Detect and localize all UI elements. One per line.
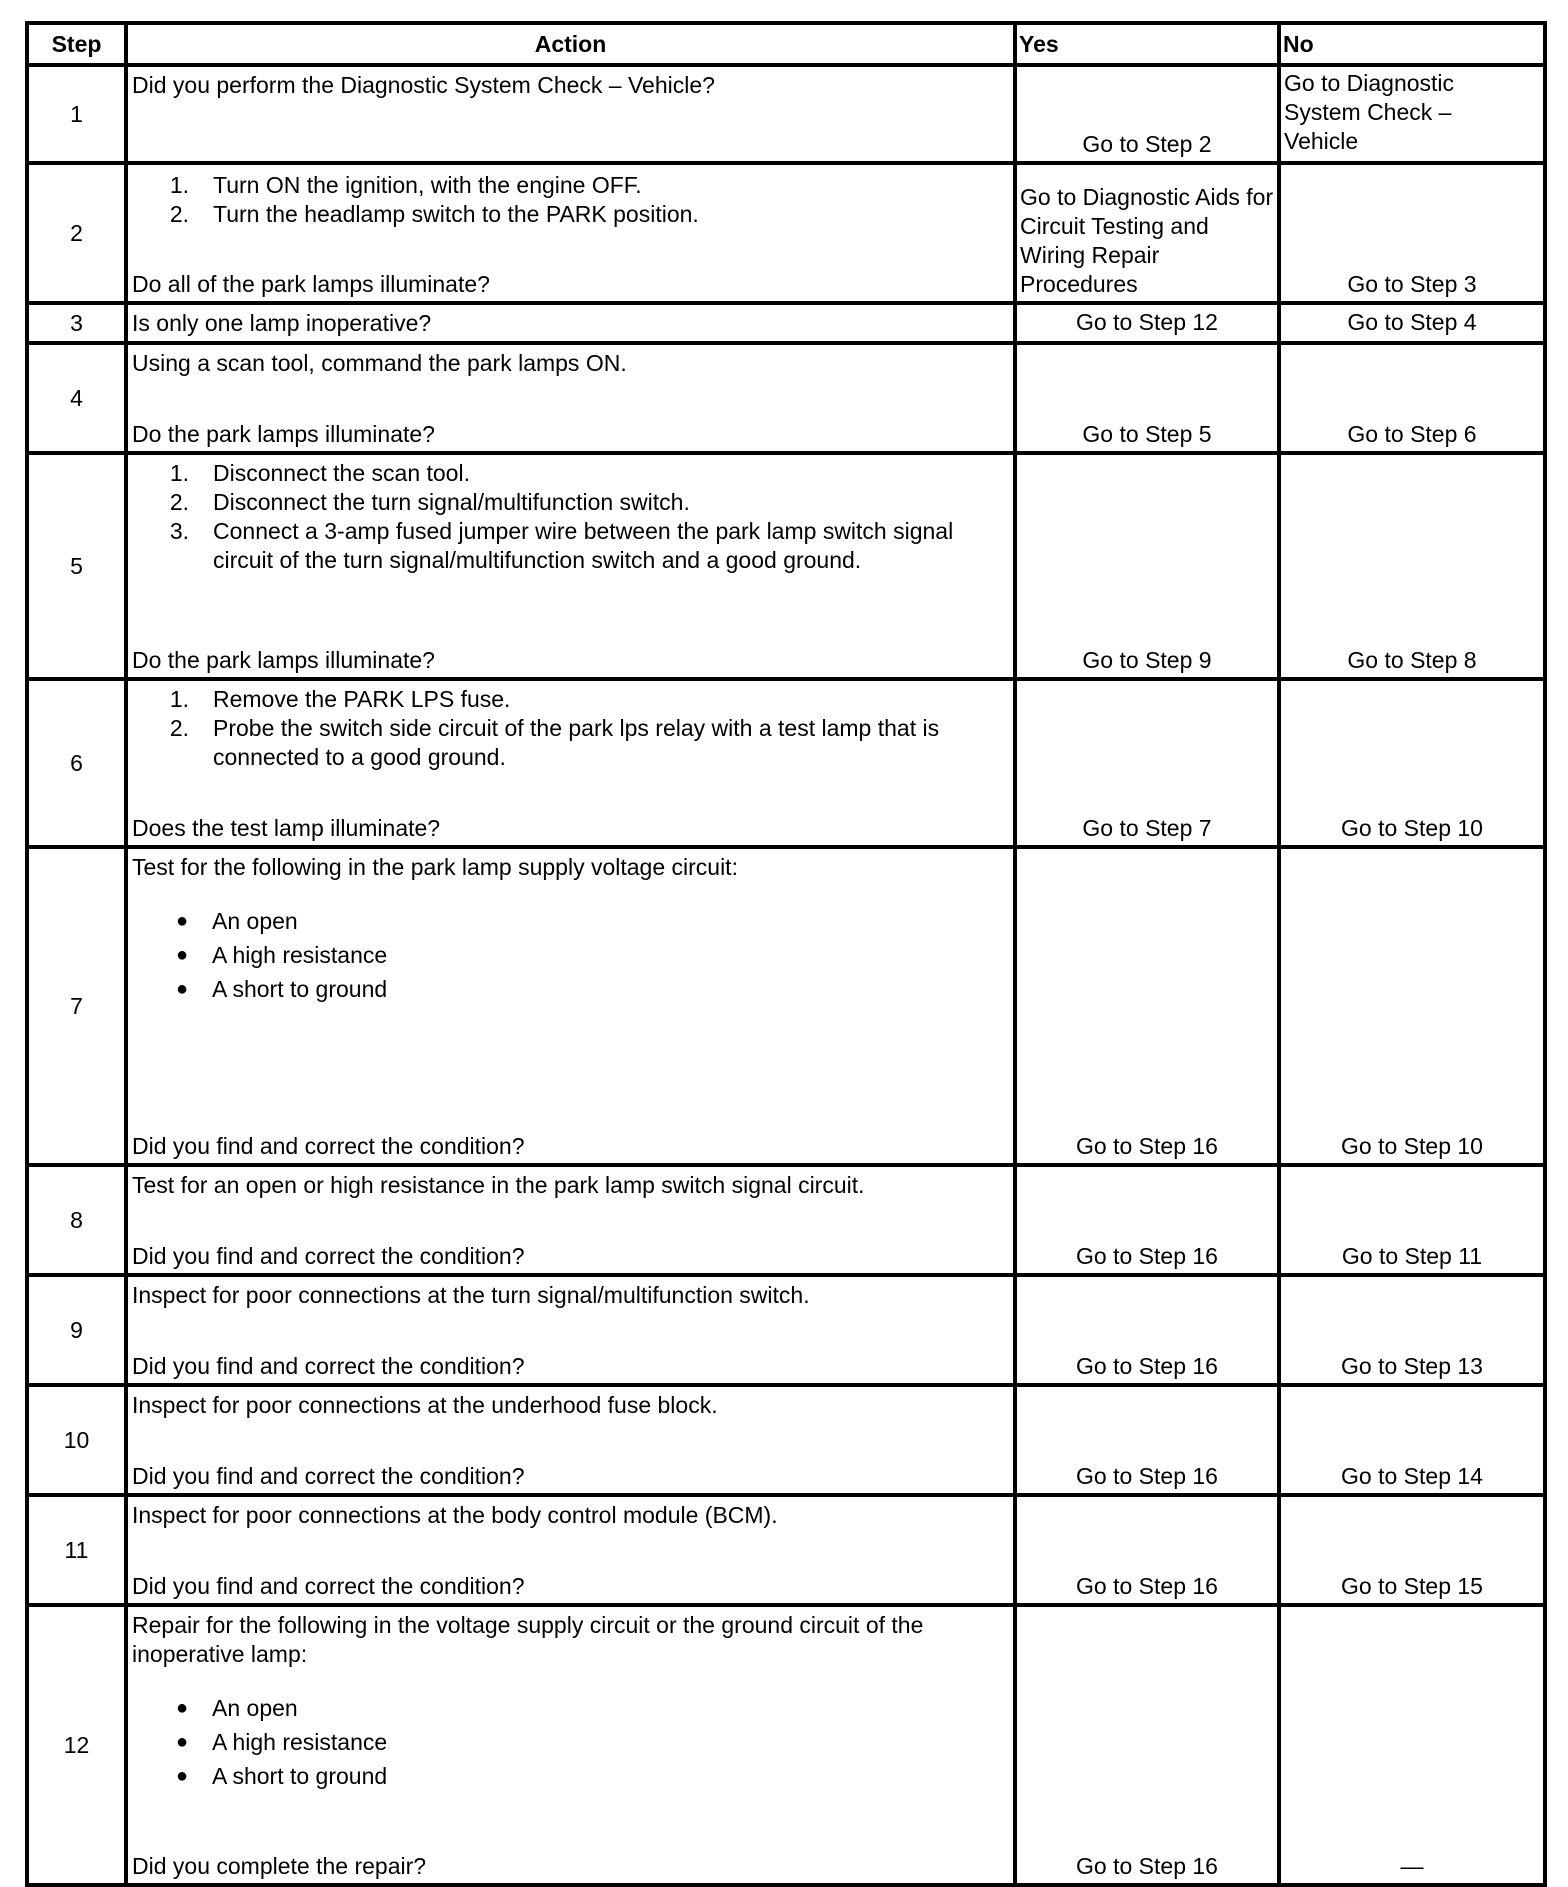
action-question: Did you find and correct the condition? — [132, 1463, 525, 1489]
step-number: 3 — [27, 303, 126, 343]
table-row — [27, 303, 1545, 343]
table-row — [27, 847, 1545, 1165]
step-number: 8 — [27, 1165, 126, 1275]
no-result: Go to Step 6 — [1279, 343, 1545, 453]
yes-result: Go to Step 16 — [1015, 1275, 1279, 1385]
table-row — [27, 163, 1545, 303]
numbered-list — [132, 457, 1009, 575]
action-cell — [126, 1385, 1015, 1495]
action-question: Did you find and correct the condition? — [132, 1353, 525, 1379]
header-step: Step — [27, 23, 126, 65]
action-text: Inspect for poor connections at the body control module (BCM). — [132, 1502, 778, 1528]
action-question: Does the test lamp illuminate? — [132, 815, 441, 841]
header-action: Action — [126, 23, 1015, 65]
yes-result: Go to Step 12 — [1015, 303, 1279, 343]
table-row — [27, 453, 1545, 679]
step-number: 11 — [27, 1495, 126, 1605]
action-cell — [126, 65, 1015, 163]
action-question: Do the park lamps illuminate? — [132, 421, 435, 447]
step-number: 1 — [27, 65, 126, 163]
action-question: Did you find and correct the condition? — [132, 1243, 525, 1269]
action-question: Did you complete the repair? — [132, 1853, 427, 1879]
no-result: Go to Step 11 — [1279, 1165, 1545, 1275]
numbered-list — [132, 167, 1009, 229]
action-cell — [126, 679, 1015, 847]
action-cell — [126, 1275, 1015, 1385]
action-text: Inspect for poor connections at the turn signal/multifunction switch. — [132, 1282, 810, 1308]
yes-result: Go to Step 16 — [1015, 1165, 1279, 1275]
action-text: Did you perform the Diagnostic System Check – Vehicle? — [132, 72, 715, 98]
list-item: 2. Disconnect the turn signal/multifunction switch. — [169, 489, 690, 515]
yes-result: Go to Step 2 — [1015, 65, 1279, 163]
action-cell — [126, 163, 1015, 303]
step-number: 4 — [27, 343, 126, 453]
no-result: Go to Step 14 — [1279, 1385, 1545, 1495]
no-result: Go to Step 8 — [1279, 453, 1545, 679]
action-cell — [126, 1605, 1015, 1885]
step-number: 2 — [27, 163, 126, 303]
table-row — [27, 1605, 1545, 1885]
list-item: 2. Turn the headlamp switch to the PARK position. — [169, 201, 699, 227]
list-item: ● An open — [132, 1691, 1009, 1725]
table-row — [27, 1165, 1545, 1275]
action-text: Is only one lamp inoperative? — [132, 309, 432, 336]
step-number: 12 — [27, 1605, 126, 1885]
list-item: 1. Remove the PARK LPS fuse. — [169, 686, 511, 712]
table-row — [27, 1385, 1545, 1495]
diagnostic-table-container — [25, 21, 1543, 1887]
step-number: 5 — [27, 453, 126, 679]
header-yes: Yes — [1015, 23, 1279, 65]
no-result: Go to Step 10 — [1279, 847, 1545, 1165]
yes-result: Go to Step 16 — [1015, 1605, 1279, 1885]
action-cell — [126, 343, 1015, 453]
action-question: Do the park lamps illuminate? — [132, 647, 435, 673]
no-result: Go to Diagnostic System Check – Vehicle — [1279, 65, 1545, 163]
no-result: Go to Step 10 — [1279, 679, 1545, 847]
action-question: Did you find and correct the condition? — [132, 1133, 525, 1159]
table-row — [27, 679, 1545, 847]
no-result: Go to Step 15 — [1279, 1495, 1545, 1605]
bullet-icon: ● — [175, 1696, 189, 1719]
bullet-icon: ● — [175, 977, 189, 1000]
list-item: 2. Probe the switch side circuit of the park lps relay with a test lamp that is connected to a good ground. — [169, 715, 940, 770]
list-item: 3. Connect a 3-amp fused jumper wire between the park lamp switch signal circuit of the turn signal/multifunction switch and a good ground. — [169, 518, 954, 573]
bullet-icon: ● — [175, 1730, 189, 1753]
yes-result: Go to Step 9 — [1015, 453, 1279, 679]
step-number: 6 — [27, 679, 126, 847]
list-item: 1. Disconnect the scan tool. — [169, 460, 470, 486]
yes-result: Go to Step 16 — [1015, 847, 1279, 1165]
no-result: — — [1279, 1605, 1545, 1885]
diagnostic-table — [25, 21, 1547, 1887]
no-result: Go to Step 4 — [1279, 303, 1545, 343]
yes-result: Go to Step 7 — [1015, 679, 1279, 847]
numbered-list — [132, 683, 1009, 772]
bullet-list — [132, 1691, 1009, 1793]
table-row — [27, 1275, 1545, 1385]
list-item: ● A short to ground — [132, 972, 1009, 1006]
step-number: 10 — [27, 1385, 126, 1495]
bullet-icon: ● — [175, 1764, 189, 1787]
action-question: Do all of the park lamps illuminate? — [132, 271, 490, 297]
no-result: Go to Step 3 — [1279, 163, 1545, 303]
table-row — [27, 343, 1545, 453]
yes-result: Go to Diagnostic Aids for Circuit Testing and Wiring Repair Procedures — [1015, 163, 1279, 303]
action-text: Test for the following in the park lamp supply voltage circuit: — [132, 854, 738, 880]
action-question: Did you find and correct the condition? — [132, 1573, 525, 1599]
action-text: Test for an open or high resistance in the park lamp switch signal circuit. — [132, 1172, 865, 1198]
action-cell — [126, 453, 1015, 679]
action-cell — [126, 1165, 1015, 1275]
action-cell — [126, 1495, 1015, 1605]
no-result: Go to Step 13 — [1279, 1275, 1545, 1385]
action-cell — [126, 847, 1015, 1165]
header-no: No — [1279, 23, 1545, 65]
action-cell — [126, 303, 1015, 343]
list-item: 1. Turn ON the ignition, with the engine OFF. — [169, 172, 642, 198]
bullet-icon: ● — [175, 909, 189, 932]
list-item: ● A high resistance — [132, 938, 1009, 972]
step-number: 9 — [27, 1275, 126, 1385]
bullet-icon: ● — [175, 943, 189, 966]
table-row — [27, 65, 1545, 163]
header-row — [27, 23, 1545, 65]
table-row — [27, 1495, 1545, 1605]
list-item: ● A short to ground — [132, 1759, 1009, 1793]
bullet-list — [132, 904, 1009, 1006]
list-item: ● A high resistance — [132, 1725, 1009, 1759]
yes-result: Go to Step 5 — [1015, 343, 1279, 453]
action-text: Using a scan tool, command the park lamps ON. — [132, 350, 627, 376]
step-number: 7 — [27, 847, 126, 1165]
list-item: ● An open — [132, 904, 1009, 938]
yes-result: Go to Step 16 — [1015, 1385, 1279, 1495]
yes-result: Go to Step 16 — [1015, 1495, 1279, 1605]
action-text: Inspect for poor connections at the underhood fuse block. — [132, 1392, 718, 1418]
action-text: Repair for the following in the voltage supply circuit or the ground circuit of the inoperative lamp: — [132, 1612, 924, 1667]
